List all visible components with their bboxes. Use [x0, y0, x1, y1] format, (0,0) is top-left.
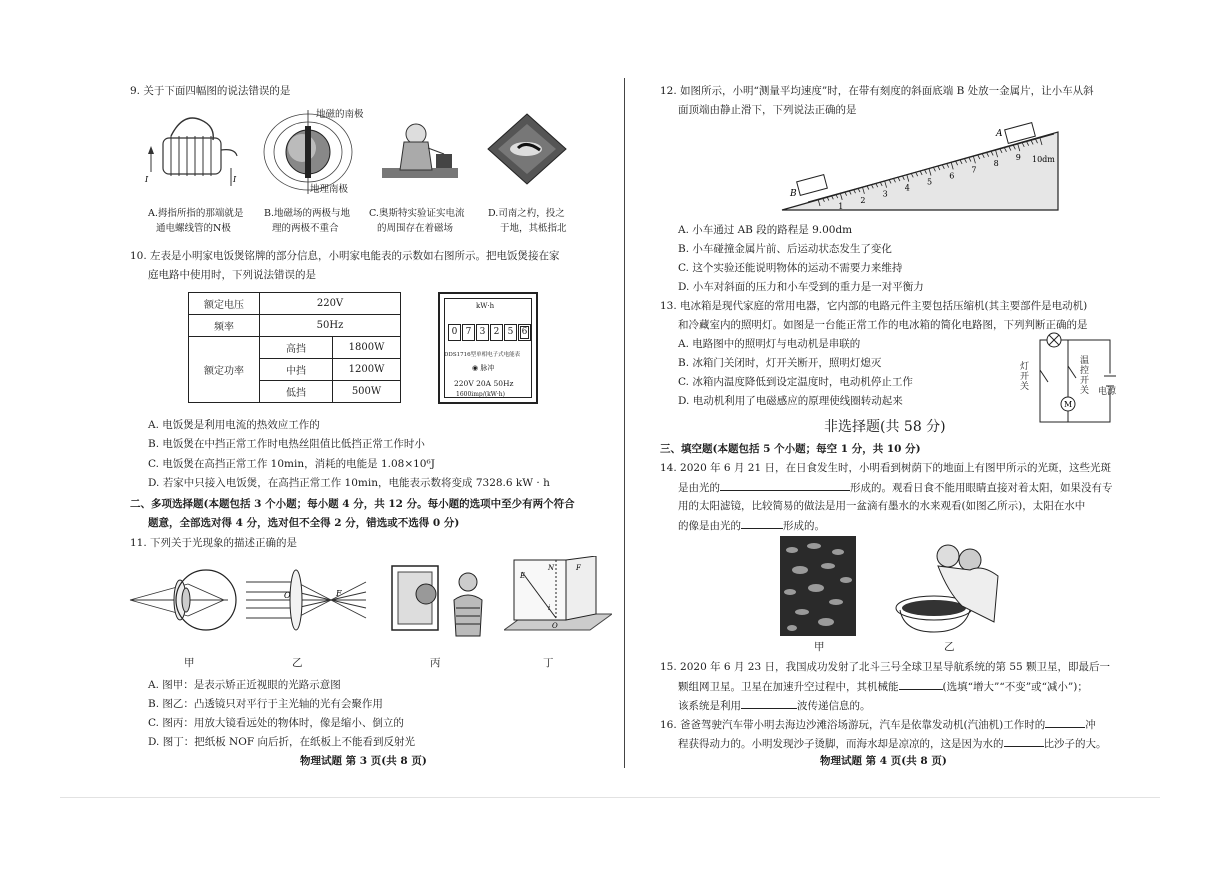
- section2-heading-line2: 题意，全部选对得 4 分，选对但不全得 2 分，错选或不选得 0 分): [148, 517, 460, 529]
- spec-voltage-label: 额定电压: [189, 293, 260, 315]
- q14-caption-jia: 甲: [814, 641, 825, 653]
- ruler-tick-label: 2: [860, 195, 866, 205]
- current-label-right: I: [233, 175, 237, 184]
- ramp-unit-label: 10dm: [1032, 155, 1055, 164]
- ruler-tick-label: 8: [993, 159, 999, 169]
- q14-line2: [678, 480, 1113, 495]
- meter-pulse-label: 脉冲: [480, 364, 495, 372]
- q13-option-d: D. 电动机利用了电磁感应的原理使线圈转动起来: [678, 395, 903, 407]
- reflection-board-figure: [504, 556, 612, 640]
- q10-option-d: D. 若家中只接入电饭煲，在高挡正常工作 10min，电能表示数将变成 7328.6 kW · h: [148, 477, 550, 489]
- motor-m-label: M: [1064, 400, 1073, 409]
- q9-option-b-line1: B.地磁场的两极与地: [264, 208, 351, 219]
- spec-mid-value: 1200W: [333, 359, 401, 381]
- q14-blank-2[interactable]: [741, 518, 783, 529]
- ruler-tick-label: 4: [904, 183, 910, 193]
- spec-high-value: 1800W: [333, 337, 401, 359]
- ruler-tick-label: 9: [1015, 153, 1021, 163]
- spec-mid-label: 中挡: [260, 359, 333, 381]
- ruler-tick-label: 1: [838, 201, 844, 211]
- meter-pulse: [472, 362, 494, 375]
- q13-option-b: B. 冰箱门关闭时，灯开关断开，照明灯熄灭: [678, 357, 882, 369]
- q15-blank-2[interactable]: [741, 698, 797, 709]
- meter-digit: 3: [476, 324, 489, 341]
- convex-lens-figure: [246, 562, 372, 638]
- q15-line3-end: 波传递信息的。: [797, 700, 871, 712]
- q16-line1-start: 16. 爸爸驾驶汽车带小明去海边沙滩浴场游玩，汽车是依靠发动机(汽油机)工作时的: [660, 719, 1046, 731]
- q15-blank-1[interactable]: [899, 679, 943, 690]
- q14-blank-1[interactable]: [720, 480, 850, 491]
- q16-line2: [678, 736, 1107, 751]
- q9-option-b-line2: 理的两极不重合: [272, 223, 339, 234]
- q11-stem: 11. 下列关于光现象的描述正确的是: [130, 537, 298, 549]
- q9-option-a-line1: A.拇指所指的那端就是: [148, 208, 244, 219]
- spec-frequency-value: 50Hz: [260, 315, 401, 337]
- q12-stem-line1: 12. 如图所示，小明“测量平均速度”时，在带有刻度的斜面底端 B 处放一金属片，让小车从斜: [660, 85, 1094, 97]
- page-divider: [624, 78, 625, 768]
- spec-frequency-label: 频率: [189, 315, 260, 337]
- q14-line4: [678, 518, 825, 533]
- q12-option-a: A. 小车通过 AB 段的路程是 9.00dm: [678, 224, 853, 236]
- q9-stem: 9. 关于下面四幅图的说法错误的是: [130, 85, 291, 97]
- bottom-rule: [60, 797, 1160, 798]
- q9-option-d-line1: D.司南之杓，投之: [488, 208, 565, 219]
- q16-line1-end: 冲: [1085, 719, 1096, 731]
- spec-high-label: 高挡: [260, 337, 333, 359]
- spec-power-label: 额定功率: [189, 337, 260, 403]
- q11-option-c: C. 图丙：用放大镜看远处的物体时，像是缩小、倒立的: [148, 717, 404, 729]
- meter-digit: 0: [448, 324, 461, 341]
- q14-line1: 14. 2020 年 6 月 21 日，在日食发生时，小明看到树荫下的地面上有图甲所示的光斑，这些光斑: [660, 462, 1111, 474]
- section3-heading: 三、填空题(本题包括 5 个小题；每空 1 分，共 10 分): [660, 443, 921, 455]
- q16-blank-1[interactable]: [1045, 717, 1085, 728]
- power-source-label: 电源: [1098, 387, 1117, 397]
- eye-optics-figure: [128, 562, 238, 638]
- q10-option-b: B. 电饭煲在中挡正常工作时电热丝阻值比低挡正常工作时小: [148, 438, 425, 450]
- magnetic-south-pole-label: 地磁的南极: [316, 109, 364, 120]
- point-o-label: O: [552, 622, 558, 630]
- lens-center-label: O: [284, 591, 291, 600]
- meter-digits: [448, 324, 532, 341]
- q9-option-c-line1: C.奥斯特实验证实电流: [369, 208, 465, 219]
- section2-heading-line1: 二、多项选择题(本题包括 3 个小题；每小题 4 分，共 12 分。每小题的选项中至少有两个符合: [130, 498, 575, 510]
- q11-caption-bing: 丙: [430, 657, 441, 669]
- inclined-ramp-figure: [778, 118, 1068, 214]
- q10-option-c: C. 电饭煲在高挡正常工作 10min，消耗的电能是 1.08×10⁶J: [148, 458, 435, 470]
- q15-line3: [678, 698, 871, 713]
- ray-e-label: E: [520, 572, 526, 580]
- sinan-compass-figure: [486, 112, 568, 186]
- meter-model: DDS1716型单相电子式电能表: [444, 352, 521, 358]
- meter-digit: 5: [504, 324, 517, 341]
- q15-line2-end: (选填“增大”“不变”或“减小”)；: [942, 681, 1088, 693]
- point-a-label: A: [996, 129, 1003, 139]
- q10-stem-line2: 庭电路中使用时，下列说法错误的是: [148, 269, 316, 281]
- q16-line2-start: 程获得动力的。小明发现沙子烫脚，而海水却是凉凉的，这是因为水的: [678, 738, 1004, 750]
- right-page-footer: 物理试题 第 4 页(共 8 页): [820, 755, 947, 767]
- meter-unit: kW·h: [476, 302, 495, 310]
- board-f-label: F: [576, 564, 581, 572]
- q11-option-b: B. 图乙：凸透镜只对平行于主光轴的光有会聚作用: [148, 698, 383, 710]
- temp-switch-label: 温控开关: [1080, 356, 1090, 396]
- q9-option-d-line2: 于地，其柢指北: [500, 223, 567, 234]
- q11-caption-yi: 乙: [292, 657, 303, 669]
- q13-stem-line1: 13. 电冰箱是现代家庭的常用电器，它内部的电路元件主要包括压缩机(其主要部件是电动机): [660, 300, 1088, 312]
- q16-line2-end: 比沙子的大。: [1043, 738, 1107, 750]
- meter-rating: 220V 20A 50Hz: [454, 379, 514, 388]
- q16-line1: [660, 717, 1096, 732]
- current-label-left: I: [145, 175, 149, 184]
- spec-voltage-value: 220V: [260, 293, 401, 315]
- q15-line2-start: 颗组网卫星。卫星在加速升空过程中，其机械能: [678, 681, 899, 693]
- solenoid-hand-figure: [143, 110, 239, 196]
- q12-option-c: C. 这个实验还能说明物体的运动不需要力来维持: [678, 262, 903, 274]
- geographic-south-pole-label: 地理南极: [310, 184, 349, 195]
- q10-option-a: A. 电饭煲是利用电流的热效应工作的: [148, 419, 320, 431]
- q14-line2-start: 是由光的: [678, 482, 720, 494]
- meter-digit: 2: [490, 324, 503, 341]
- q13-stem-line2: 和冷藏室内的照明灯。如图是一台能正常工作的电冰箱的简化电路图，下列判断正确的是: [678, 319, 1088, 331]
- light-spots-photo: [780, 536, 856, 636]
- q14-caption-yi: 乙: [944, 641, 955, 653]
- q12-option-b: B. 小车碰撞金属片前、后运动状态发生了变化: [678, 243, 892, 255]
- ruler-tick-label: 7: [971, 165, 977, 175]
- oersted-experiment-figure: [382, 118, 458, 186]
- q12-option-d: D. 小车对斜面的压力和小车受到的重力是一对平衡力: [678, 281, 924, 293]
- q13-option-a: A. 电路图中的照明灯与电动机是串联的: [678, 338, 861, 350]
- q15-line1: 15. 2020 年 6 月 23 日，我国成功发射了北斗三号全球卫星导航系统的第 55 颗卫星，即最后一: [660, 661, 1111, 673]
- point-b-label: B: [790, 189, 797, 199]
- water-basin-figure: [890, 536, 1006, 636]
- q9-option-c-line2: 的周围存在着磁场: [377, 223, 454, 234]
- meter-digit: 6: [518, 324, 531, 341]
- rice-cooker-spec-table: [188, 292, 401, 403]
- q15-line3-start: 该系统是利用: [678, 700, 741, 712]
- q15-line2: [678, 679, 1088, 694]
- meter-imp: 1600imp/(kW·h): [456, 391, 505, 398]
- q11-option-a: A. 图甲：是表示矫正近视眼的光路示意图: [148, 679, 341, 691]
- q9-option-a-line2: 通电螺线管的N极: [156, 223, 231, 234]
- ruler-tick-label: 6: [949, 171, 955, 181]
- lamp-switch-label: 灯开关: [1020, 362, 1030, 392]
- q14-line4-start: 的像是由光的: [678, 520, 741, 532]
- spec-low-value: 500W: [333, 381, 401, 403]
- q14-line3: 用的太阳滤镜，比较简易的做法是用一盆滴有墨水的水来观看(如图乙所示)，太阳在水中: [678, 500, 1086, 512]
- q11-option-d: D. 图丁：把纸板 NOF 向后折，在纸板上不能看到反射光: [148, 736, 415, 748]
- spec-low-label: 低挡: [260, 381, 333, 403]
- ruler-tick-label: 5: [927, 177, 933, 187]
- q16-blank-2[interactable]: [1004, 736, 1044, 747]
- magnifier-window-figure: [388, 560, 492, 640]
- q10-stem-line1: 10. 左表是小明家电饭煲铭牌的部分信息，小明家电能表的示数如右图所示。把电饭煲接在家: [130, 250, 560, 262]
- q13-option-c: C. 冰箱内温度降低到设定温度时，电动机停止工作: [678, 376, 913, 388]
- non-choice-heading: 非选择题(共 58 分): [824, 419, 946, 435]
- q14-line2-end: 形成的。观看日食不能用眼睛直接对着太阳，如果没有专: [850, 482, 1113, 494]
- q11-caption-jia: 甲: [184, 657, 195, 669]
- electric-meter: [438, 292, 538, 404]
- q12-stem-line2: 面顶端由静止滑下，下列说法正确的是: [678, 104, 857, 116]
- ruler-tick-label: 3: [882, 189, 888, 199]
- left-page-footer: 物理试题 第 3 页(共 8 页): [300, 755, 427, 767]
- q11-caption-ding: 丁: [543, 657, 554, 669]
- normal-n-label: N: [548, 564, 555, 572]
- q14-line4-end: 形成的。: [783, 520, 825, 532]
- lens-focus-label: F: [336, 589, 342, 598]
- pulse-indicator-icon: ◉: [472, 364, 479, 372]
- meter-digit: 7: [462, 324, 475, 341]
- angle-i-label: i: [548, 604, 551, 612]
